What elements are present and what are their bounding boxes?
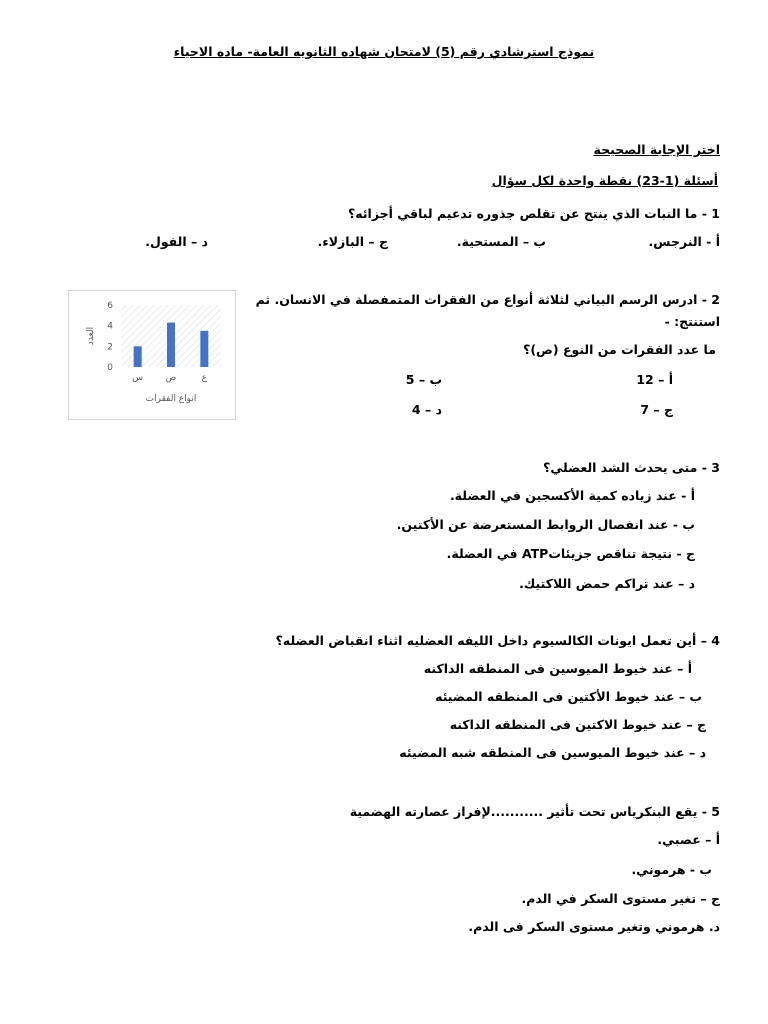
q2-option-a: أ – 12 — [636, 372, 673, 387]
q1-option-d: د – الفول. — [145, 234, 208, 249]
q4-option-a: أ – عند خيوط الميوسين فى المنطقه الداكنه — [423, 661, 692, 676]
q4-option-c: ج – عند خيوط الاكتين فى المنطقه الداكنه — [449, 717, 706, 732]
chart-x-tick-1: ص — [165, 373, 177, 383]
question-2-subquestion: ما عدد الفقرات من النوع (ص)؟ — [523, 342, 716, 357]
q3-option-a: أ - عند زياده كمية الأكسجين في العضلة. — [449, 488, 695, 503]
q1-option-a: أ - النرجس. — [648, 234, 720, 249]
q4-option-b: ب – عند خيوط الأكتين فى المنطقه المضيئه — [435, 689, 702, 704]
chart-y-tick-2: 4 — [107, 321, 113, 332]
question-3: 3 - متى يحدث الشد العضلي؟ — [543, 460, 720, 475]
chart-x-axis-label: انواع الفقرات — [145, 394, 197, 404]
question-4: 4 – أين تعمل ايونات الكالسيوم داخل الليفه العضليه اثناء انقباض العضله؟ — [275, 633, 720, 648]
chart-bar-0 — [134, 346, 142, 367]
q5-option-d: د. هرموني وتغير مستوى السكر فى الدم. — [468, 919, 720, 934]
q5-option-b: ب - هرموني. — [631, 862, 712, 877]
q1-option-c: ج – البازلاء. — [317, 234, 388, 249]
chart-bar-1 — [167, 323, 175, 367]
question-1: 1 - ما النبات الذي ينتج عن تقلص جذوره تدعيم لباقي أجزائه؟ — [348, 206, 720, 221]
chart-canvas — [69, 291, 235, 419]
chart-y-tick-0: 0 — [107, 363, 113, 373]
chart-y-tick-1: 2 — [107, 342, 113, 353]
q3-option-d: د – عند تراكم حمض اللاكتيك. — [519, 576, 695, 591]
question-2-line-1: 2 - ادرس الرسم البياني لثلاثة أنواع من الفقرات المتمفصلة في الانسان. ثم — [255, 292, 720, 307]
q2-option-d: د – 4 — [411, 402, 442, 417]
q3-option-b: ب - عند انفصال الروابط المستعرضة عن الأكتين. — [396, 517, 695, 532]
chart-y-tick-3: 6 — [107, 301, 113, 311]
q5-option-a: أ – عصبي. — [657, 832, 720, 847]
q2-option-c: ج – 7 — [640, 402, 673, 417]
question-5: 5 - يقع البنكرياس تحت تأثير ...........لإفراز عصارته الهضمية — [349, 804, 720, 819]
q3-option-c: ج - نتيجة تناقص جزيئاتATP في العضلة. — [446, 546, 695, 561]
question-2-line-2: استنتج: - — [664, 314, 720, 329]
page-title: نموذج استرشادي رقم (5) لامتحان شهاده الثانويه العامة- ماده الاحياء — [173, 44, 595, 59]
q2-option-b: ب – 5 — [405, 372, 442, 387]
instruction: اختر الإجابة الصحيحة — [593, 142, 720, 157]
q4-option-d: د – عند خيوط الميوسين فى المنطقه شبه المضيئه — [399, 745, 706, 760]
vertebrae-bar-chart — [68, 290, 236, 420]
q5-option-c: ج – تغير مستوى السكر في الدم. — [521, 891, 720, 906]
chart-bar-2 — [200, 331, 208, 367]
question-1-options — [90, 234, 720, 252]
section-heading: أسئلة (1-23) نقطة واحدة لكل سؤال — [491, 173, 718, 188]
chart-x-tick-2: ع — [201, 373, 208, 383]
chart-y-axis-label: العدد — [86, 326, 96, 346]
chart-x-tick-0: س — [132, 373, 144, 383]
q1-option-b: ب – المستحية. — [456, 234, 546, 249]
